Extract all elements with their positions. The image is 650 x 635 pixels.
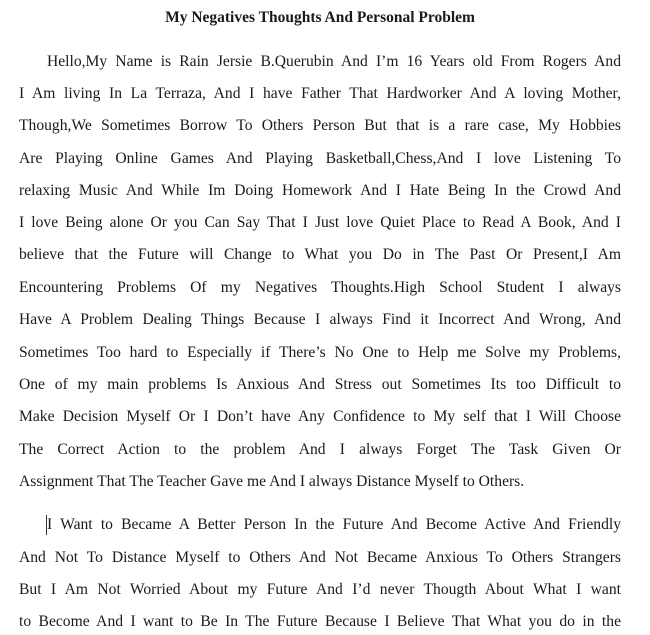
paragraph-1-line: The Correct Action to the problem And I always Forget The Task Given Or (19, 441, 621, 458)
paragraph-1-line: Assignment That The Teacher Gave me And I always Distance Myself to Others. (19, 473, 525, 490)
paragraph-1-line: believe that the Future will Change to What you Do in The Past Or Present,I Am (19, 246, 621, 263)
paragraph-1-line: Are Playing Online Games And Playing Basketball,Chess,And I love Listening To (19, 150, 621, 167)
document-title: My Negatives Thoughts And Personal Problem (165, 9, 475, 26)
paragraph-1-line: I love Being alone Or you Can Say That I Just love Quiet Place to Read A Book, And I (19, 214, 621, 231)
paragraph-1-line: Have A Problem Dealing Things Because I always Find it Incorrect And Wrong, And (19, 311, 621, 328)
paragraph-2-line: But I Am Not Worried About my Future And I’d never Thougth About What I want (19, 581, 621, 598)
paragraph-2-line: to Become And I want to Be In The Future Because I Believe That What you do in the (19, 613, 621, 630)
paragraph-2-line: I Want to Became A Better Person In the Future And Become Active And Friendly (47, 516, 621, 533)
paragraph-1-line: Make Decision Myself Or I Don’t have Any Confidence to My self that I Will Choose (19, 408, 621, 425)
paragraph-1-line: relaxing Music And While Im Doing Homework And I Hate Being In the Crowd And (19, 182, 621, 199)
paragraph-2-line: And Not To Distance Myself to Others And Not Became Anxious To Others Strangers (19, 549, 621, 566)
paragraph-1-line: I Am living In La Terraza, And I have Father That Hardworker And A loving Mother, (19, 85, 621, 102)
paragraph-1-line: One of my main problems Is Anxious And Stress out Sometimes Its too Difficult to (19, 376, 621, 393)
paragraph-1-line: Though,We Sometimes Borrow To Others Person But that is a rare case, My Hobbies (19, 117, 621, 134)
paragraph-1-line: Hello,My Name is Rain Jersie B.Querubin And I’m 16 Years old From Rogers And (47, 53, 621, 70)
paragraph-1-line: Sometimes Too hard to Especially if There’s No One to Help me Solve my Problems, (19, 344, 621, 361)
paragraph-1-line: Encountering Problems Of my Negatives Thoughts.High School Student I always (19, 279, 621, 296)
